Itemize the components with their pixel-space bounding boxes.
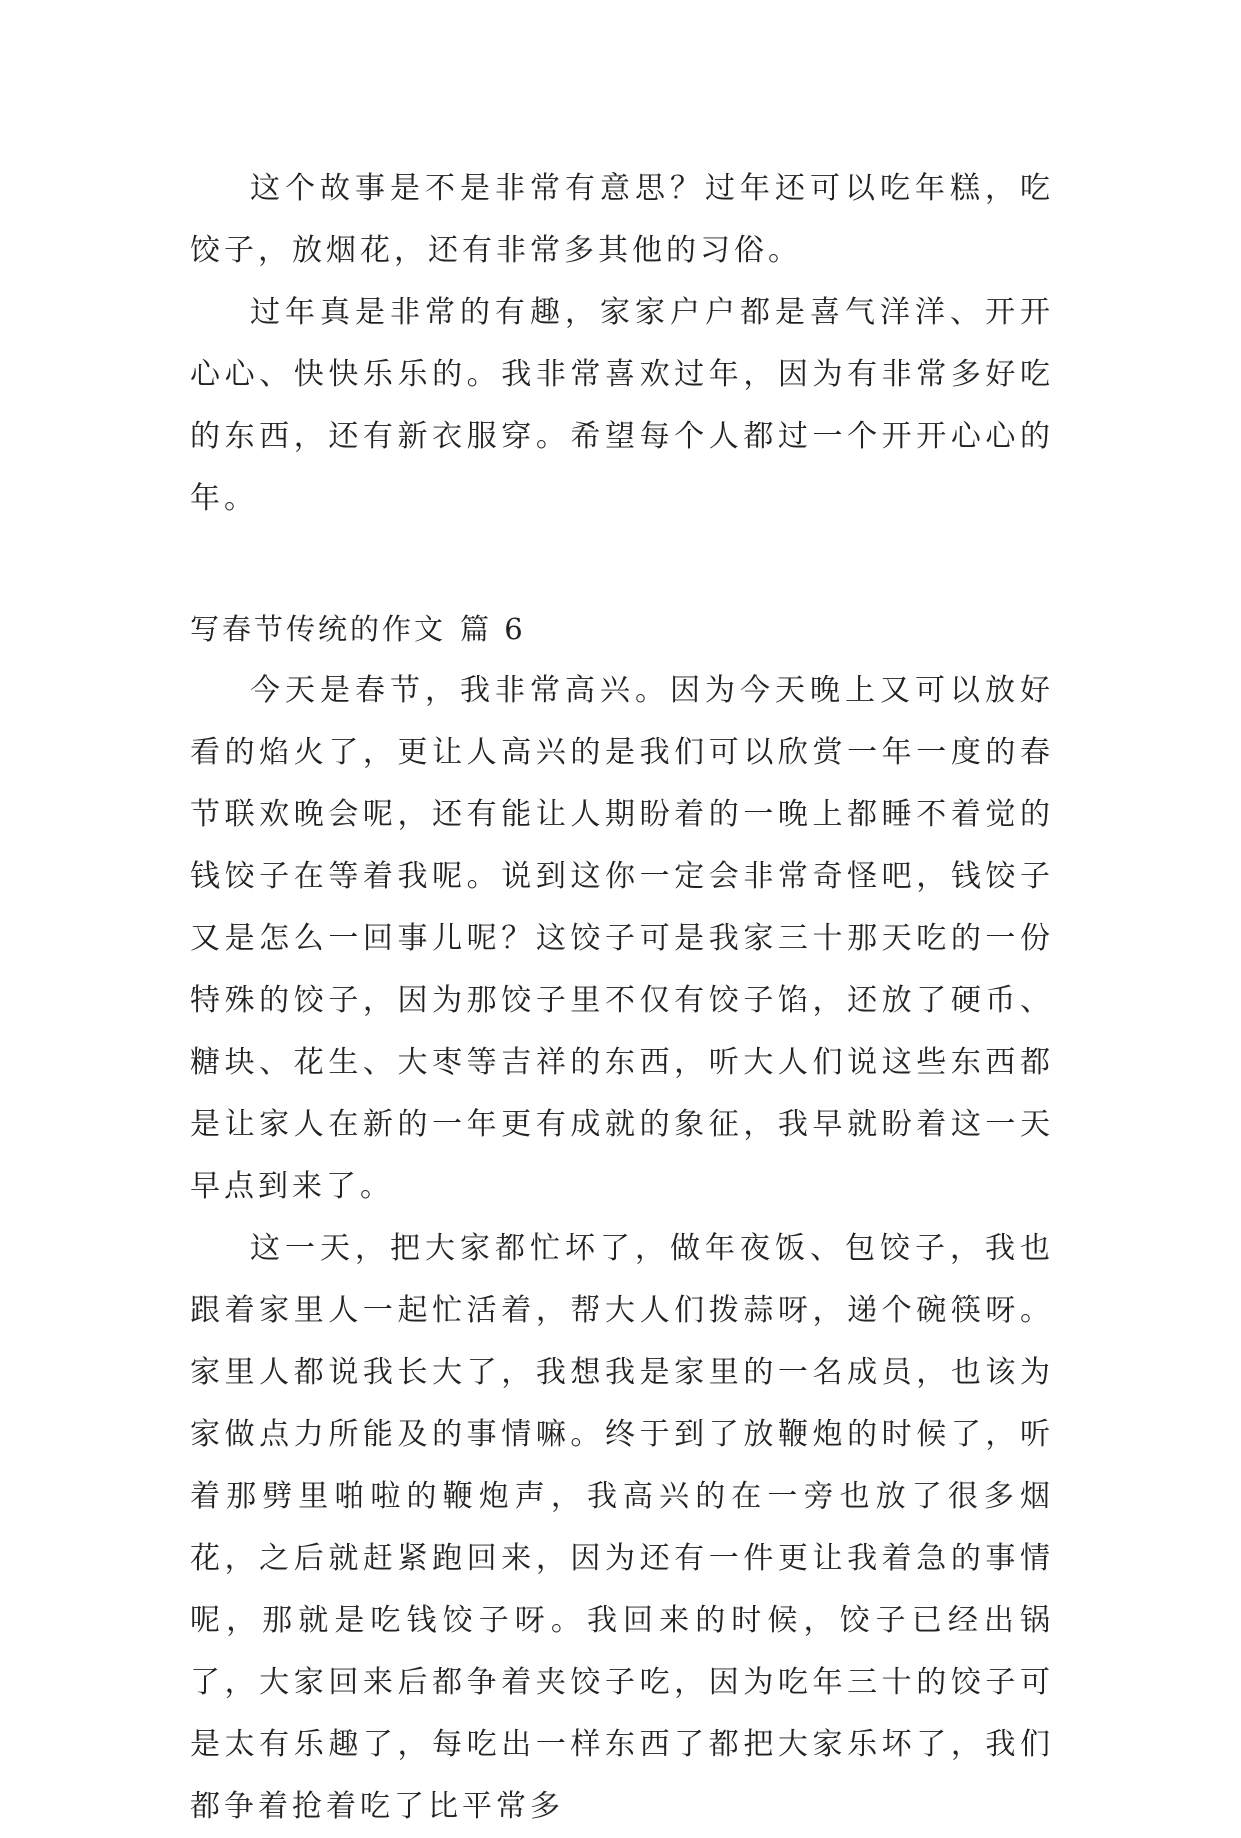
section-title: 写春节传统的作文 — [190, 612, 447, 646]
section-heading — [190, 598, 1054, 660]
document-body — [190, 158, 1054, 1838]
paragraph: 过年真是非常的有趣，家家户户都是喜气洋洋、开开心心、快快乐乐的。我非常喜欢过年，因为有非常多好吃的东西，还有新衣服穿。希望每个人都过一个开开心心的年。 — [190, 295, 1054, 516]
paragraph: 这一天，把大家都忙坏了，做年夜饭、包饺子，我也跟着家里人一起忙活着，帮大人们拨蒜呀，递个碗筷呀。家里人都说我长大了，我想我是家里的一名成员，也该为家做点力所能及的事情嘛。终于到了放鞭炮的时候了，听着那劈里啪啦的鞭炮声，我高兴的在一旁也放了很多烟花，之后就赶紧跑回来，因为还有一件更让我着急的事情呢，那就是吃钱饺子呀。我回来的时候，饺子已经出锅了，大家回来后都争着夹饺子吃，因为吃年三十的饺子可是太有乐趣了，每吃出一样东西了都把大家乐坏了，我们都争着抢着吃了比平常多 — [190, 1231, 1054, 1824]
paragraph: 今天是春节，我非常高兴。因为今天晚上又可以放好看的焰火了，更让人高兴的是我们可以欣赏一年一度的春节联欢晚会呢，还有能让人期盼着的一晚上都睡不着觉的钱饺子在等着我呢。说到这你一定会非常奇怪吧，钱饺子又是怎么一回事儿呢？这饺子可是我家三十那天吃的一份特殊的饺子，因为那饺子里不仅有饺子馅，还放了硬币、糖块、花生、大枣等吉祥的东西，听大人们说这些东西都是让家人在新的一年更有成就的象征，我早就盼着这一天早点到来了。 — [190, 673, 1054, 1204]
paragraph: 这个故事是不是非常有意思？过年还可以吃年糕，吃饺子，放烟花，还有非常多其他的习俗。 — [190, 171, 1054, 268]
section-label: 篇 6 — [460, 612, 526, 646]
